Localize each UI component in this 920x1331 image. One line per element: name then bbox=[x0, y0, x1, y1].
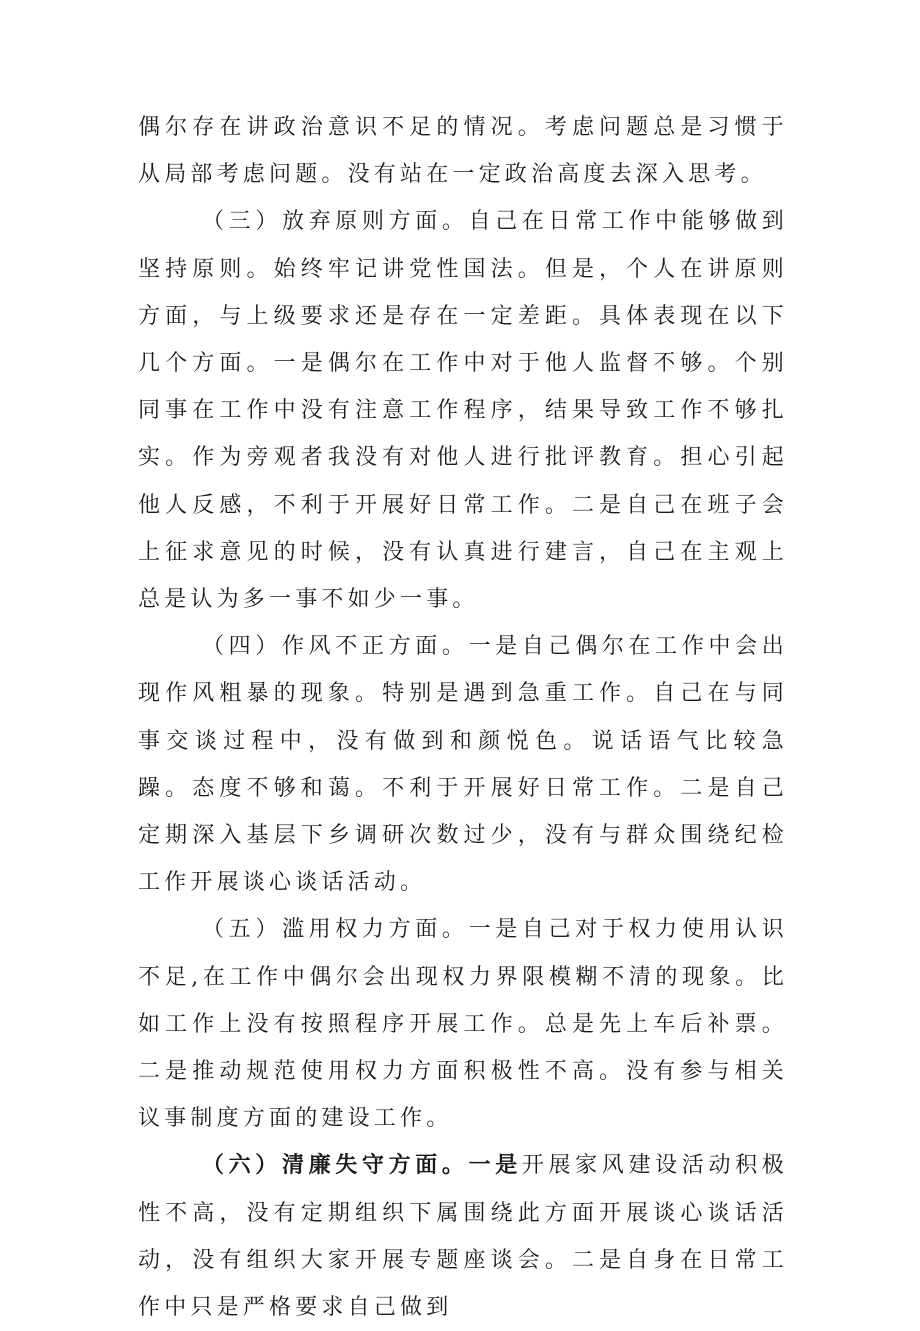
section-6-heading: （六）清廉失守方面。 bbox=[202, 1152, 469, 1179]
document-body bbox=[138, 104, 788, 1331]
paragraph-continuation: 偶尔存在讲政治意识不足的情况。考虑问题总是习惯于从局部考虑问题。没有站在一定政治高度去深入思考。 bbox=[138, 115, 788, 188]
paragraph-section-5: （五）滥用权力方面。一是自己对于权力使用认识不足,在工作中偶尔会出现权力界限模糊不清的现象。比如工作上没有按照程序开展工作。总是先上车后补票。二是推动规范使用权力方面积极性不高。没有参与相关议事制度方面的建设工作。 bbox=[138, 917, 788, 1132]
section-6-lead: 一是 bbox=[468, 1152, 522, 1179]
paragraph-section-4: （四）作风不正方面。一是自己偶尔在工作中会出现作风粗暴的现象。特别是遇到急重工作。自己在与同事交谈过程中，没有做到和颜悦色。说话语气比较急躁。态度不够和蔼。不利于开展好日常工作。二是自己定期深入基层下乡调研次数过少，没有与群众围绕纪检工作开展谈心谈话活动。 bbox=[138, 634, 788, 896]
section-6-text: 开展家风建设活动积极性不高，没有定期组织下属围绕此方面开展谈心谈话活动，没有组织大家开展专题座谈会。二是自身在日常工作中只是严格要求自己做到 bbox=[138, 1153, 788, 1321]
paragraph-section-3: （三）放弃原则方面。自己在日常工作中能够做到坚持原则。始终牢记讲党性国法。但是，个人在讲原则方面，与上级要求还是存在一定差距。具体表现在以下几个方面。一是偶尔在工作中对于他人监督不够。个别同事在工作中没有注意工作程序，结果导致工作不够扎实。作为旁观者我没有对他人进行批评教育。担心引起他人反感，不利于开展好日常工作。二是自己在班子会上征求意见的时候，没有认真进行建言，自己在主观上总是认为多一事不如少一事。 bbox=[138, 209, 788, 613]
paragraph-section-6 bbox=[138, 1142, 788, 1331]
